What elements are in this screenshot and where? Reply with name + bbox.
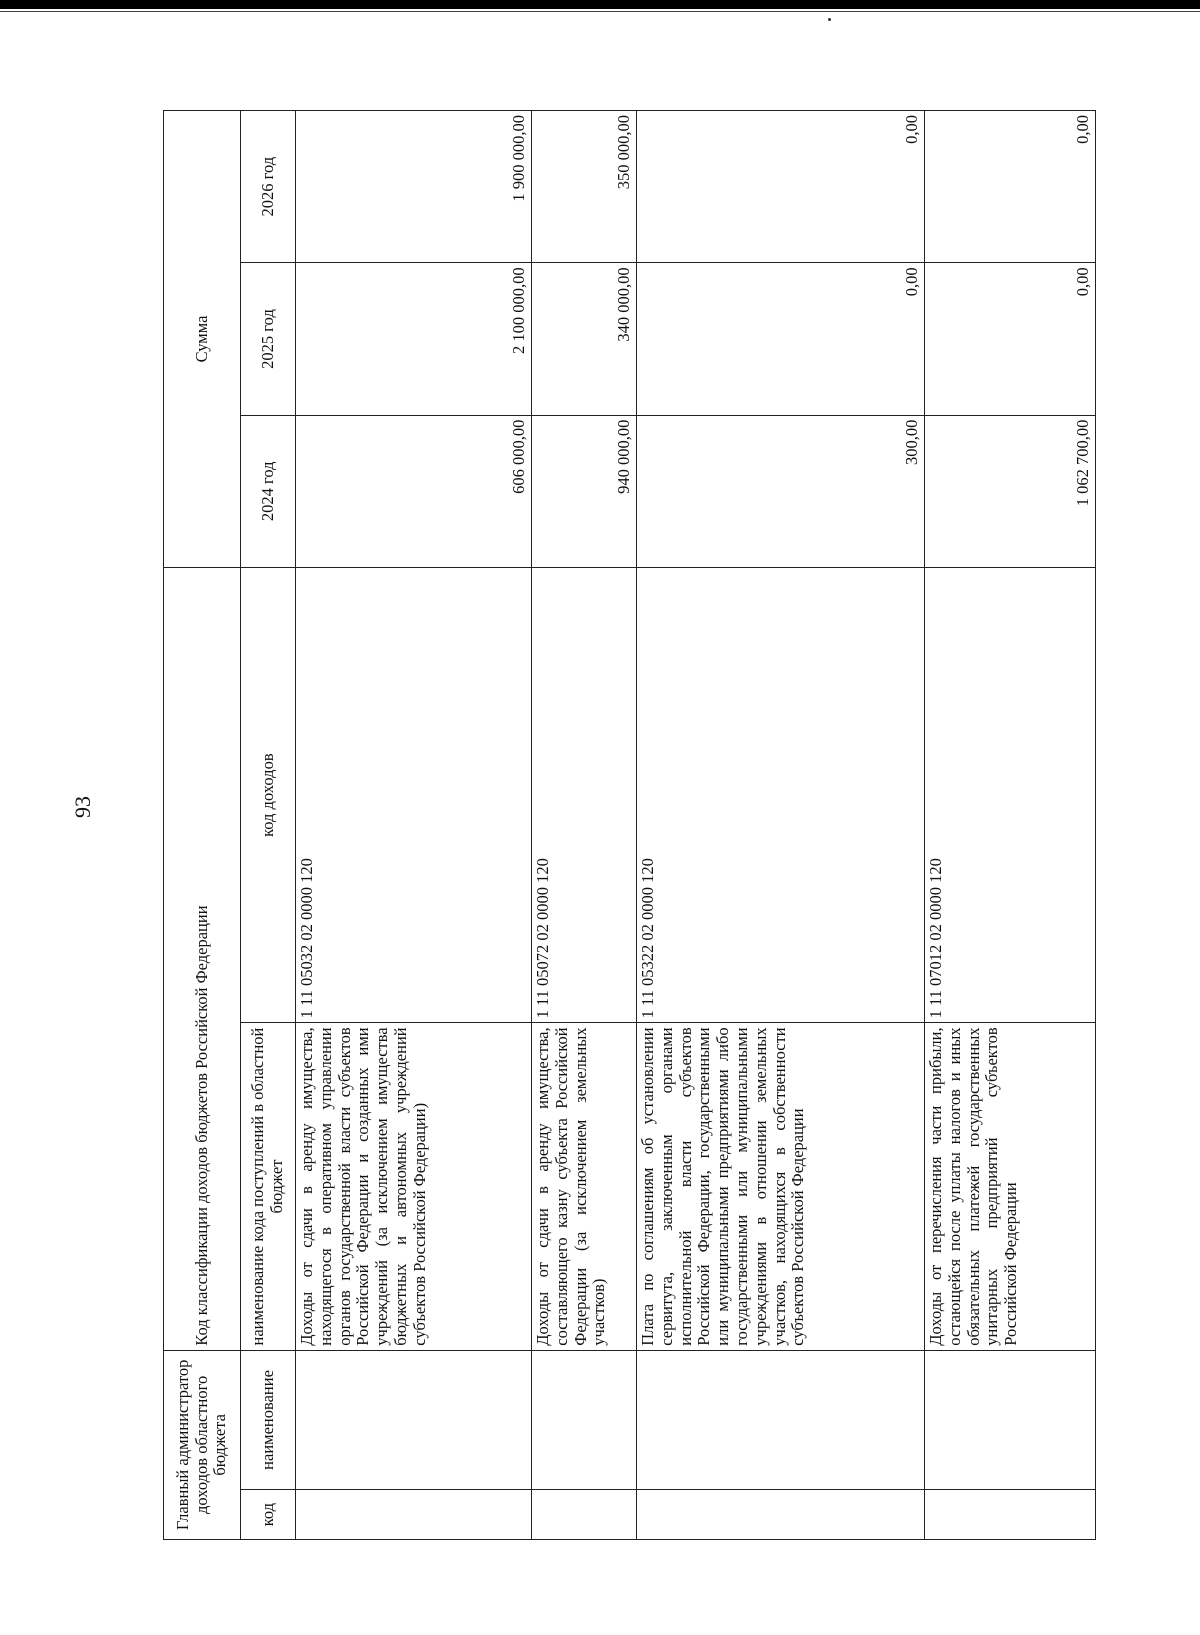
table-row bbox=[532, 111, 637, 1540]
table-row bbox=[296, 111, 532, 1540]
amount-2024-cell: 606 000,00 bbox=[296, 415, 532, 567]
amount-2026-cell: 1 900 000,00 bbox=[296, 111, 532, 263]
header-sum: Сумма bbox=[164, 111, 241, 568]
amount-2026-cell: 350 000,00 bbox=[532, 111, 637, 263]
page-number: 93 bbox=[70, 796, 95, 818]
scan-speck bbox=[828, 18, 831, 21]
header-main-admin: Главный администратор доходов областного бюджета bbox=[164, 1350, 241, 1539]
admin-name-cell bbox=[296, 1350, 532, 1489]
amount-2025-cell: 2 100 000,00 bbox=[296, 263, 532, 415]
description-cell: Плата по соглашениям об установлении сервитута, заключенным органами исполнительной власти субъектов Российской Федерации, государственными или муниципальными предприятиями либо государственными или муниципальными учреждениями в отношении земельных участков, находящихся в собственности субъектов Российской Федерации bbox=[637, 1023, 925, 1350]
amount-2025-cell: 0,00 bbox=[637, 263, 925, 415]
income-code-cell: 1 11 07012 02 0000 120 bbox=[925, 567, 1096, 1022]
admin-code-cell bbox=[925, 1490, 1096, 1540]
amount-2024-cell: 1 062 700,00 bbox=[925, 415, 1096, 567]
admin-code-cell bbox=[296, 1490, 532, 1540]
header-year-2024: 2024 год bbox=[241, 415, 296, 567]
amount-2025-cell: 0,00 bbox=[925, 263, 1096, 415]
admin-name-cell bbox=[925, 1350, 1096, 1489]
rotated-table-container bbox=[163, 110, 1093, 1540]
admin-name-cell bbox=[532, 1350, 637, 1489]
income-code-cell: 1 11 05072 02 0000 120 bbox=[532, 567, 637, 1022]
amount-2024-cell: 940 000,00 bbox=[532, 415, 637, 567]
header-code: код bbox=[241, 1490, 296, 1540]
admin-code-cell bbox=[532, 1490, 637, 1540]
table-row bbox=[925, 111, 1096, 1540]
top-rule-thin bbox=[0, 11, 1200, 12]
table-row bbox=[637, 111, 925, 1540]
amount-2026-cell: 0,00 bbox=[637, 111, 925, 263]
top-rule bbox=[0, 0, 1200, 9]
admin-name-cell bbox=[637, 1350, 925, 1489]
header-year-2025: 2025 год bbox=[241, 263, 296, 415]
admin-code-cell bbox=[637, 1490, 925, 1540]
header-income-name: наименование кода поступлений в областной бюджет bbox=[241, 1023, 296, 1350]
amount-2025-cell: 340 000,00 bbox=[532, 263, 637, 415]
amount-2026-cell: 0,00 bbox=[925, 111, 1096, 263]
header-year-2026: 2026 год bbox=[241, 111, 296, 263]
description-cell: Доходы от перечисления части прибыли, остающейся после уплаты налогов и иных обязательных платежей государственных унитарных предприятий субъектов Российской Федерации bbox=[925, 1023, 1096, 1350]
amount-2024-cell: 300,00 bbox=[637, 415, 925, 567]
description-cell: Доходы от сдачи в аренду имущества, находящегося в оперативном управлении органов государственной власти субъектов Российской Федерации и созданных ими учреждений (за исключением имущества бюджетных и автономных учреждений субъектов Российской Федерации) bbox=[296, 1023, 532, 1350]
description-cell: Доходы от сдачи в аренду имущества, составляющего казну субъекта Российской Федерации (за исключением земельных участков) bbox=[532, 1023, 637, 1350]
header-name: наименование bbox=[241, 1350, 296, 1489]
income-code-cell: 1 11 05032 02 0000 120 bbox=[296, 567, 532, 1022]
income-code-cell: 1 11 05322 02 0000 120 bbox=[637, 567, 925, 1022]
header-income-code: код доходов bbox=[241, 567, 296, 1022]
revenue-table bbox=[163, 110, 1096, 1540]
header-classification: Код классификации доходов бюджетов Российской Федерации bbox=[164, 567, 241, 1350]
